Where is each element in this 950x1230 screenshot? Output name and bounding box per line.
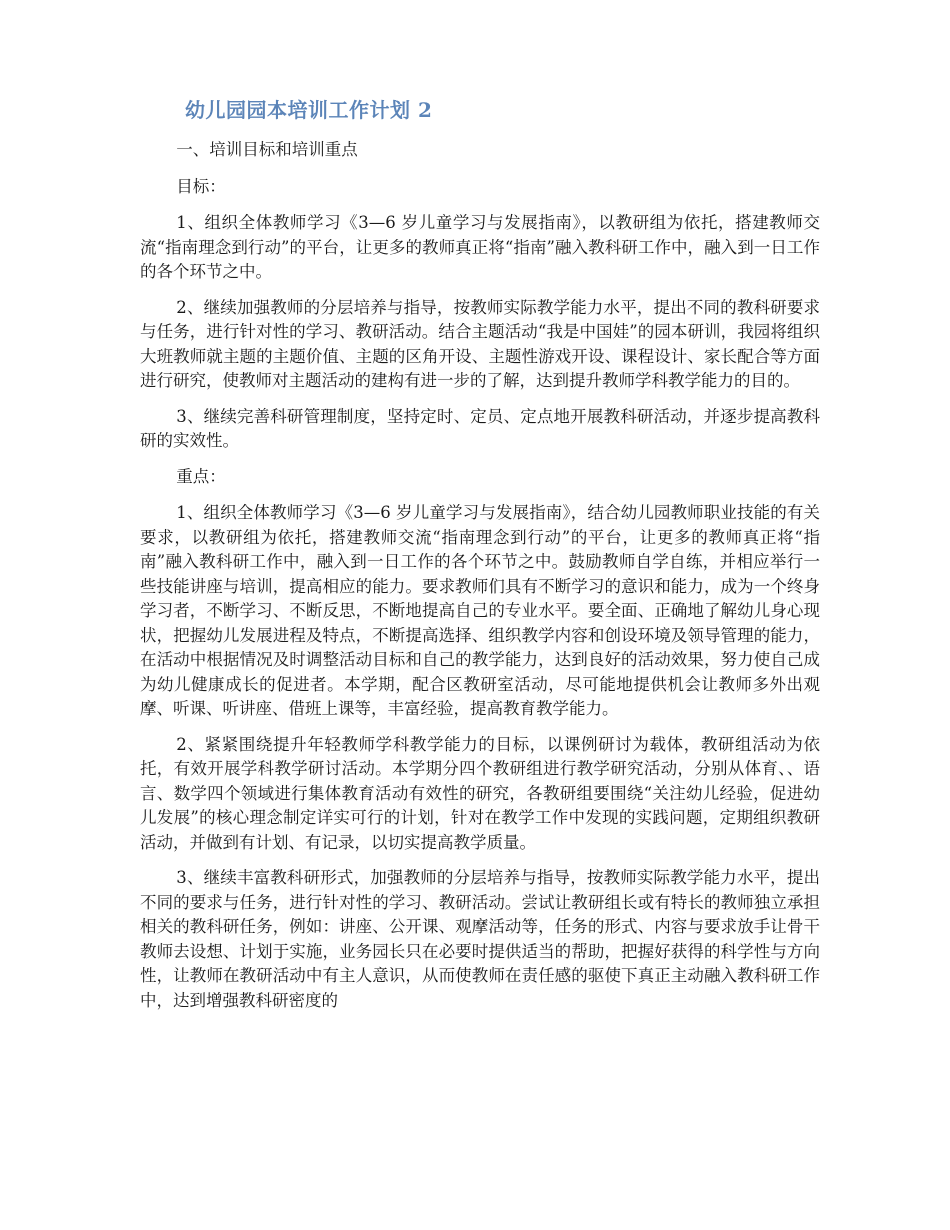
focus-paragraph-3: 3、继续丰富教科研形式，加强教师的分层培养与指导，按教师实际教学能力水平，提出不同的要求与任务，进行针对性的学习、教研活动。尝试让教研组长或有特长的教师独立承担相关的教科研任务，例如：讲座、公开课、观摩活动等，任务的形式、内容与要求放手让骨干教师去设想、计划于实施，业务园长只在必要时提供适当的帮助，把握好获得的科学性与方向性，让教师在教研活动中有主人意识，从而使教师在责任感的驱使下真正主动融入教科研工作中，达到增强教科研密度的 [140,868,820,1010]
document-title: 幼儿园园本培训工作计划 2 [185,98,433,122]
document-body [140,138,820,1024]
goals-label: 目标： [176,176,226,196]
goal-paragraph-2: 2、继续加强教师的分层培养与指导，按教师实际教学能力水平，提出不同的教科研要求与任务，进行针对性的学习、教研活动。结合主题活动“我是中国娃”的园本研训，我园将组织大班教师就主题的主题价值、主题的区角开设、主题性游戏开设、课程设计、家长配合等方面进行研究，使教师对主题活动的建构有进一步的了解，达到提升教师学科教学能力的目的。 [140,297,820,390]
focus-paragraph-2: 2、紧紧围绕提升年轻教师学科教学能力的目标，以课例研讨为载体，教研组活动为依托，有效开展学科教学研讨活动。本学期分四个教研组进行教学研究活动，分别从体育、、语言、数学四个领域进行集体教育活动有效性的研究，各教研组要围绕“关注幼儿经验，促进幼儿发展”的核心理念制定详实可行的计划，针对在教学工作中发现的实践问题，定期组织教研活动，并做到有计划、有记录，以切实提高教学质量。 [140,734,820,852]
focus-paragraph-1: 1、组织全体教师学习《3—6 岁儿童学习与发展指南》，结合幼儿园教师职业技能的有关要求，以教研组为依托，搭建教师交流“指南理念到行动”的平台，让更多的教师真正将“指南”融入教科研工作中，融入到一日工作的各个环节之中。鼓励教师自学自练，并相应举行一些技能讲座与培训，提高相应的能力。要求教师们具有不断学习的意识和能力，成为一个终身学习者，不断学习、不断反思，不断地提高自己的专业水平。要全面、正确地了解幼儿身心现状，把握幼儿发展进程及特点，不断提高选择、组织教学内容和创设环境及领导管理的能力，在活动中根据情况及时调整活动目标和自己的教学能力，达到良好的活动效果，努力使自己成为幼儿健康成长的促进者。本学期，配合区教研室活动，尽可能地提供机会让教师多外出观摩、听课、听讲座、借班上课等，丰富经验，提高教育教学能力。 [140,503,820,718]
section-heading: 一、培训目标和培训重点 [176,140,358,159]
goal-paragraph-3: 3、继续完善科研管理制度，坚持定时、定员、定点地开展教科研活动，并逐步提高教科研的实效性。 [140,406,820,450]
focus-label: 重点： [176,466,226,486]
goal-paragraph-1: 1、组织全体教师学习《3—6 岁儿童学习与发展指南》，以教研组为依托，搭建教师交流“指南理念到行动”的平台，让更多的教师真正将“指南”融入教科研工作中，融入到一日工作的各个环节之中。 [140,213,820,281]
